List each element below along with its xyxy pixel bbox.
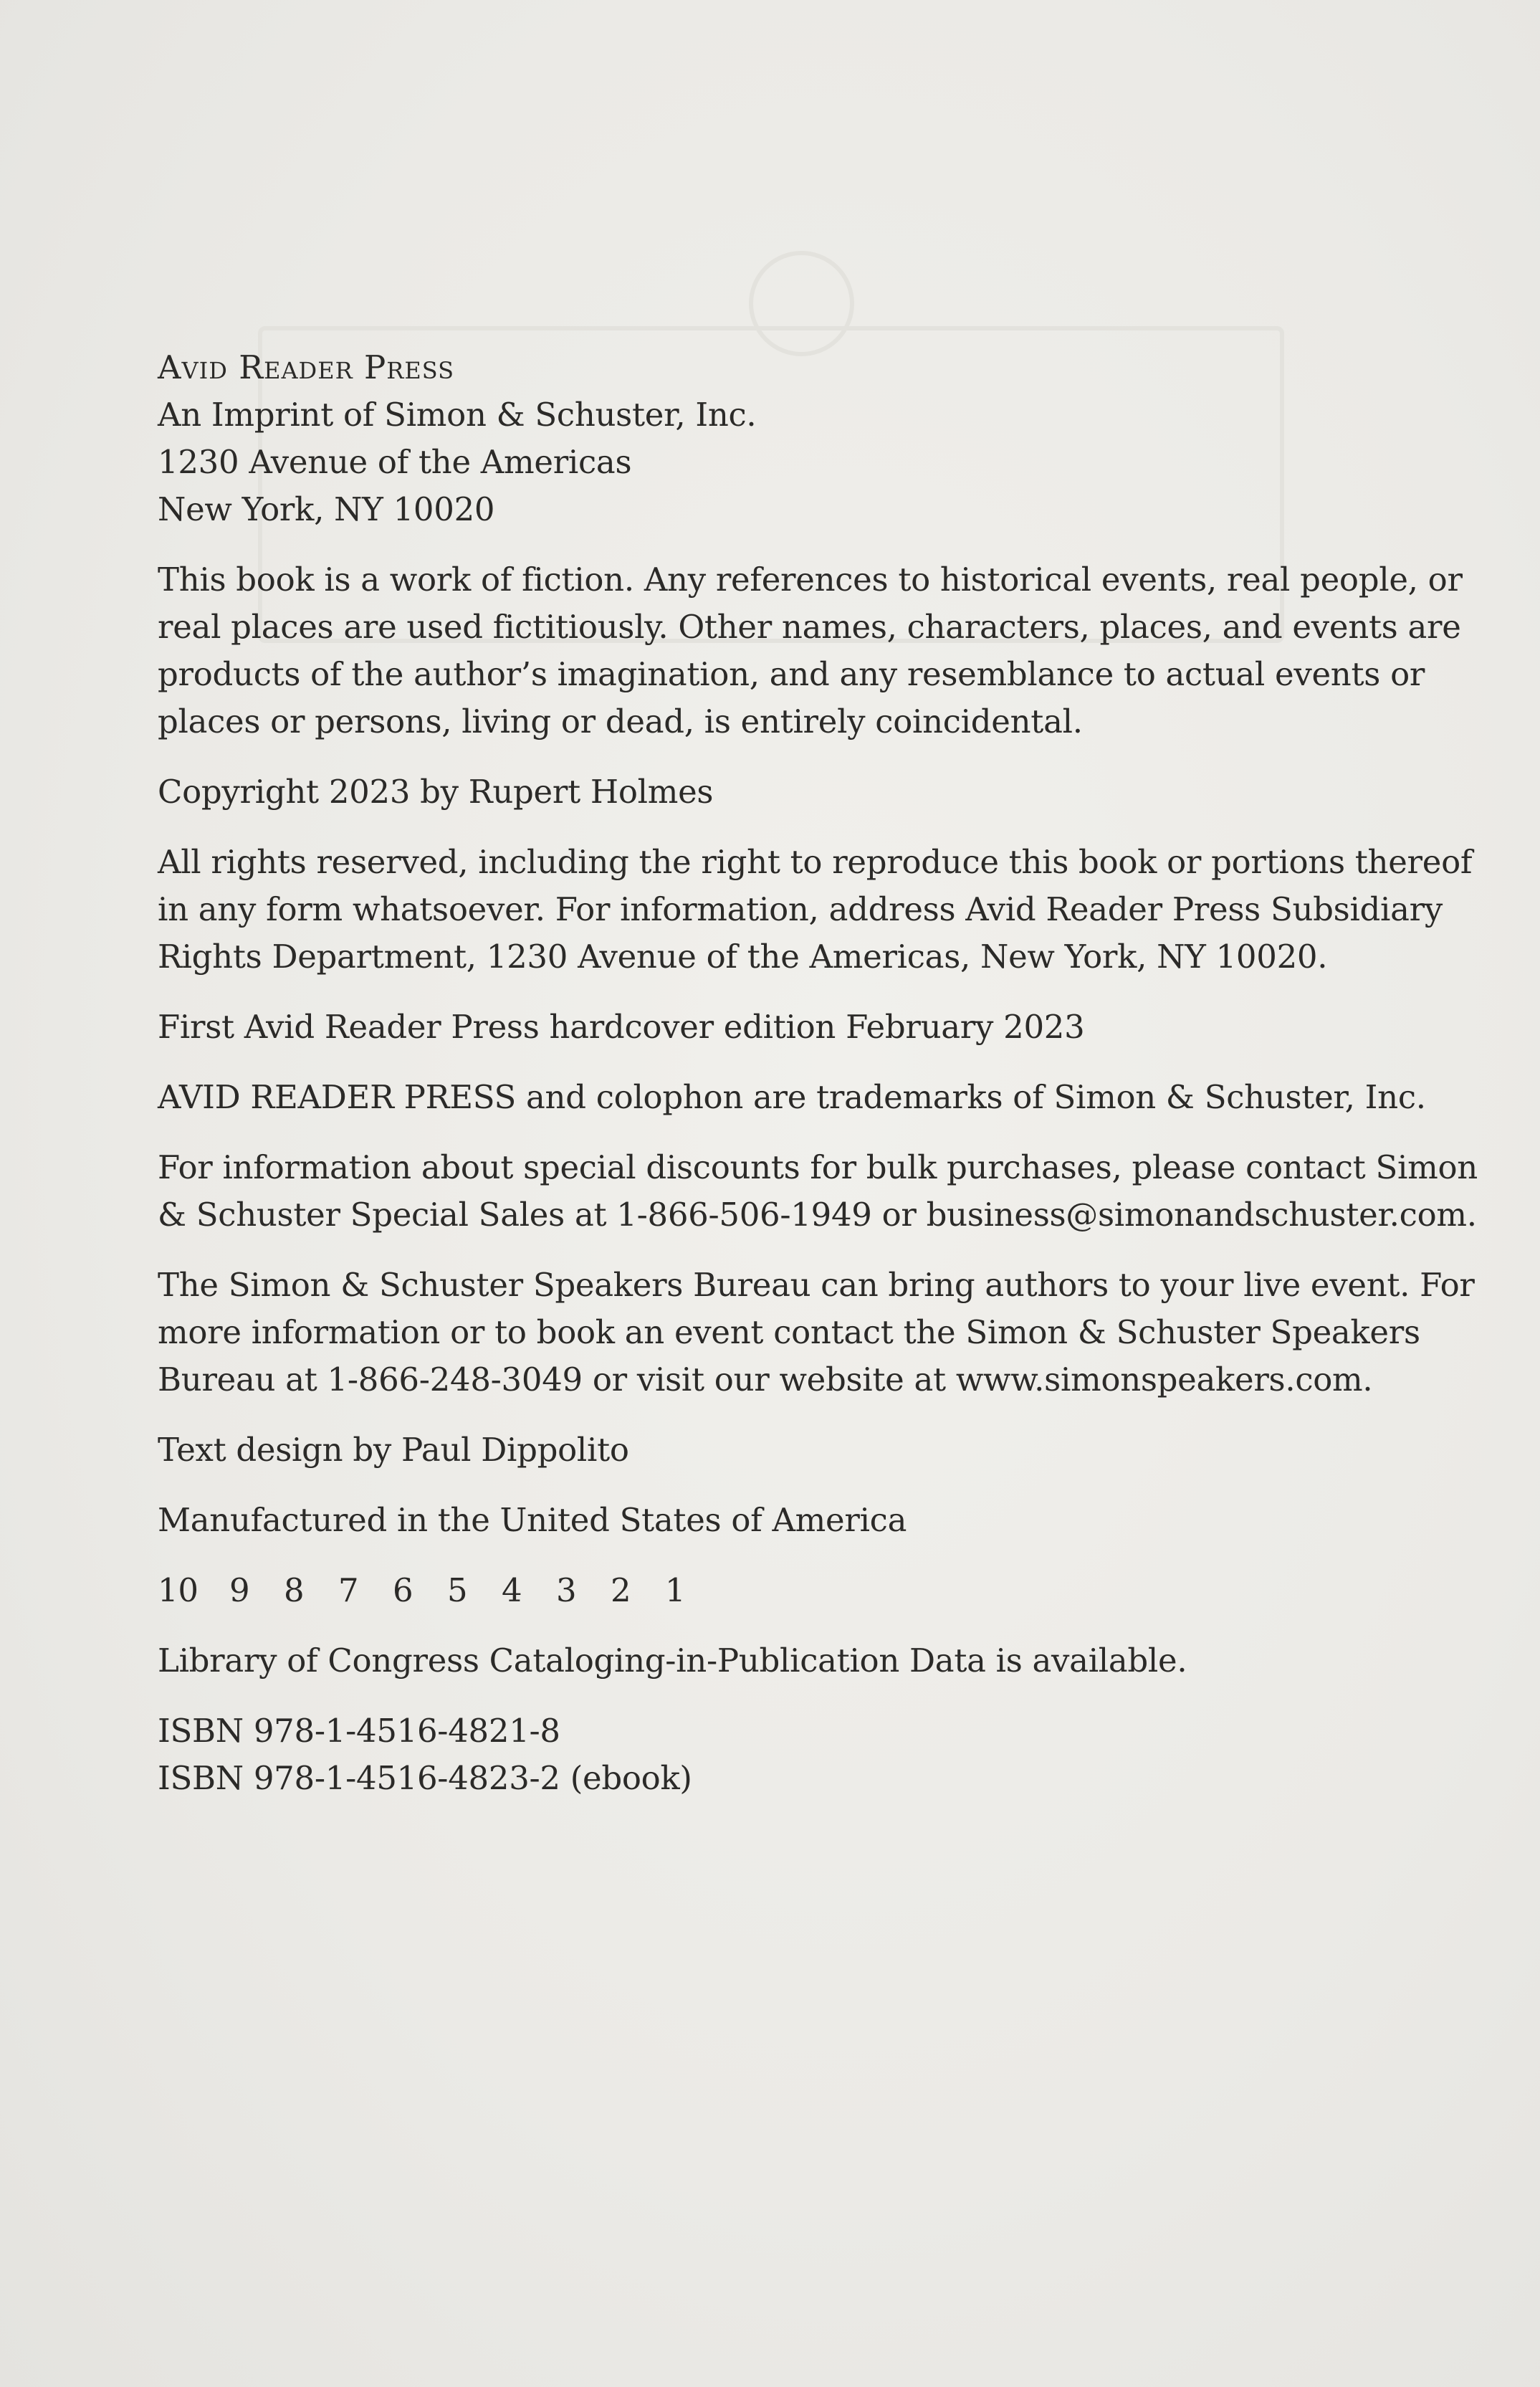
rights-paragraph <box>158 839 1473 981</box>
publisher-address-line2: New York, NY 10020 <box>158 490 495 528</box>
manufactured-notice <box>158 1497 1419 1544</box>
publisher-block <box>158 344 1419 533</box>
printing-number: 3 <box>556 1571 577 1609</box>
rights-line: Rights Department, 1230 Avenue of the Americas, New York, NY 10020. <box>158 938 1328 976</box>
rights-line: All rights reserved, including the right to reproduce this book or portions thereof <box>158 843 1473 881</box>
text-design-line: Text design by Paul Dippolito <box>158 1431 629 1469</box>
text-design-credit <box>158 1426 1419 1474</box>
special-sales-line: For information about special discounts for bulk purchases, please contact Simon <box>158 1148 1478 1186</box>
printing-number: 1 <box>665 1571 686 1609</box>
printing-number: 8 <box>284 1571 305 1609</box>
edition-line: First Avid Reader Press hardcover edition February 2023 <box>158 1008 1085 1046</box>
cip-line: Library of Congress Cataloging-in-Publication Data is available. <box>158 1642 1187 1680</box>
publisher-name: Avid Reader Press <box>158 348 454 386</box>
disclaimer-line: real places are used fictitiously. Other names, characters, places, and events are <box>158 608 1461 646</box>
copyright-line: Copyright 2023 by Rupert Holmes <box>158 773 714 811</box>
speakers-line: The Simon & Schuster Speakers Bureau can bring authors to your live event. For <box>158 1266 1475 1304</box>
disclaimer-line: This book is a work of fiction. Any references to historical events, real people, or <box>158 561 1463 599</box>
speakers-line: more information or to book an event contact the Simon & Schuster Speakers <box>158 1313 1420 1351</box>
isbn-ebook: ISBN 978-1-4516-4823-2 (ebook) <box>158 1759 692 1797</box>
speakers-bureau-paragraph <box>158 1262 1475 1404</box>
manufactured-line: Manufactured in the United States of America <box>158 1501 907 1539</box>
printing-line <box>158 1567 1419 1614</box>
printing-number: 2 <box>611 1571 631 1609</box>
isbn-print: ISBN 978-1-4516-4821-8 <box>158 1712 560 1750</box>
publisher-imprint: An Imprint of Simon & Schuster, Inc. <box>158 396 757 434</box>
isbn-block <box>158 1707 1419 1802</box>
trademark-notice <box>158 1074 1426 1121</box>
rights-line: in any form whatsoever. For information, address Avid Reader Press Subsidiary <box>158 890 1443 928</box>
printing-number: 10 <box>158 1571 199 1609</box>
speakers-line: Bureau at 1-866-248-3049 or visit our website at www.simonspeakers.com. <box>158 1361 1373 1399</box>
printing-number: 9 <box>229 1571 250 1609</box>
cip-notice <box>158 1637 1419 1685</box>
publisher-address-line1: 1230 Avenue of the Americas <box>158 443 632 481</box>
special-sales-paragraph <box>158 1144 1478 1239</box>
printing-number: 4 <box>502 1571 522 1609</box>
copyright-text <box>158 344 1478 1825</box>
disclaimer-line: places or persons, living or dead, is entirely coincidental. <box>158 702 1083 740</box>
printing-number: 6 <box>393 1571 413 1609</box>
trademark-line: AVID READER PRESS and colophon are trademarks of Simon & Schuster, Inc. <box>158 1078 1426 1116</box>
copyright-notice <box>158 768 1419 816</box>
printing-number: 7 <box>338 1571 359 1609</box>
disclaimer-line: products of the author’s imagination, and any resemblance to actual events or <box>158 655 1425 693</box>
edition-notice <box>158 1004 1419 1051</box>
disclaimer-paragraph <box>158 556 1463 745</box>
printing-number: 5 <box>447 1571 468 1609</box>
special-sales-line: & Schuster Special Sales at 1-866-506-1949 or business@simonandschuster.com. <box>158 1196 1477 1234</box>
